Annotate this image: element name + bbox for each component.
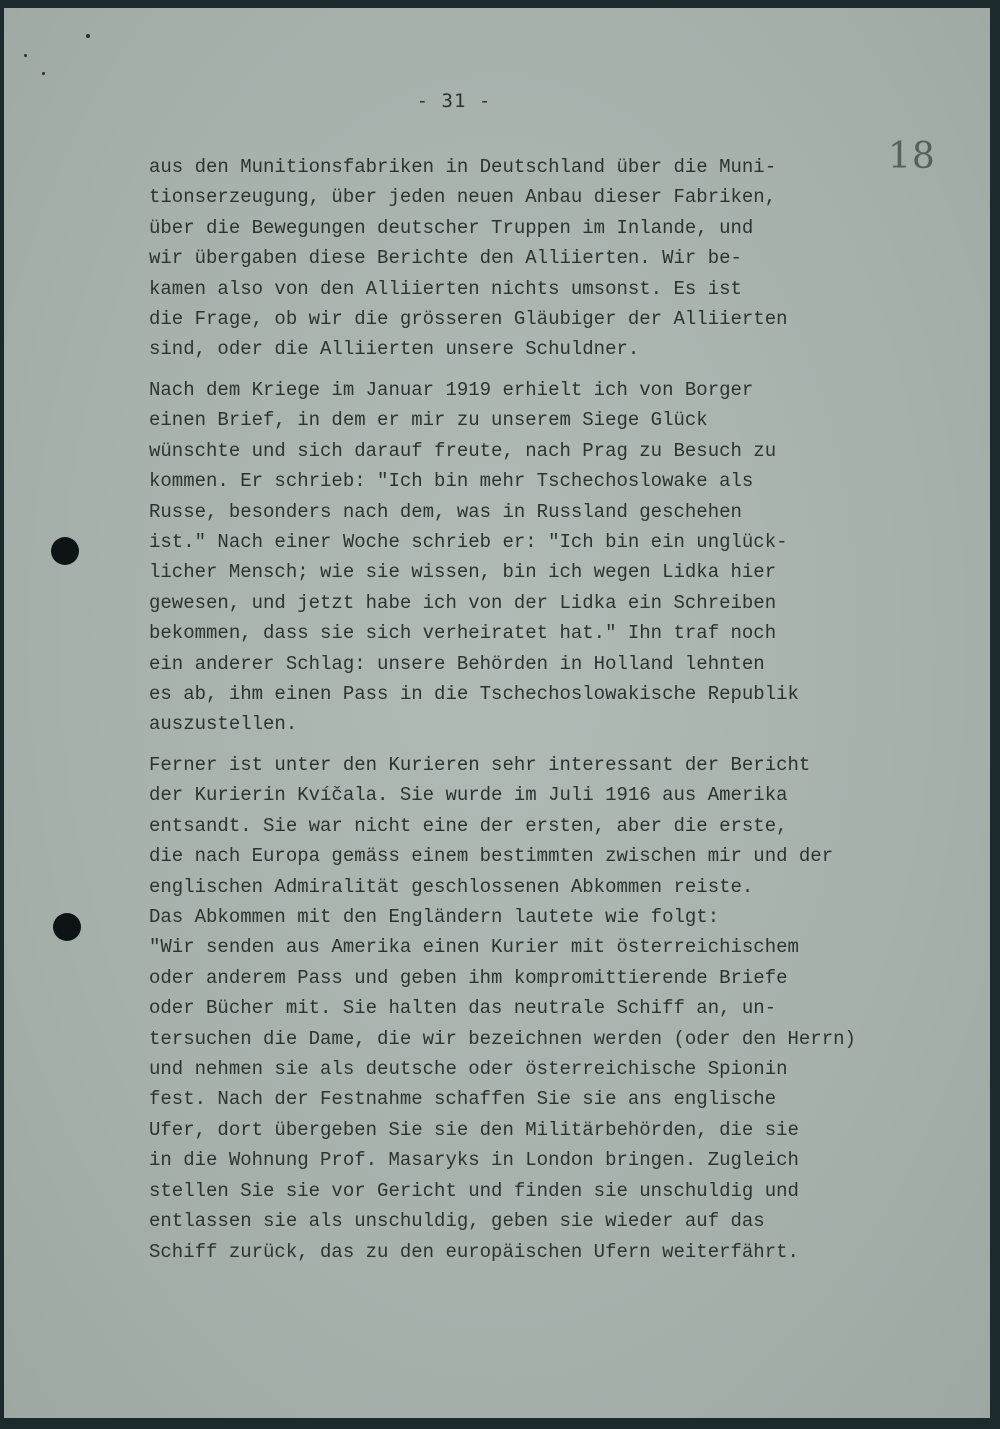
- paragraph-1: [149, 152, 788, 365]
- text-line: fest. Nach der Festnahme schaffen Sie sie ans englische: [149, 1088, 777, 1111]
- text-line: der Kurierin Kvíčala. Sie wurde im Juli 1916 aus Amerika: [149, 784, 788, 807]
- text-line: Ufer, dort übergeben Sie sie den Militärbehörden, die sie: [149, 1118, 799, 1141]
- paragraph-3: [149, 750, 856, 1267]
- paragraph-2: [149, 375, 799, 740]
- ink-speck: [86, 34, 90, 38]
- ink-speck: [24, 54, 27, 57]
- text-line: englischen Admiralität geschlossenen Abkommen reiste.: [149, 875, 754, 898]
- text-line: entlassen sie als unschuldig, geben sie wieder auf das: [149, 1210, 765, 1233]
- text-line: tionserzeugung, über jeden neuen Anbau dieser Fabriken,: [149, 186, 777, 209]
- text-line: die Frage, ob wir die grösseren Gläubiger der Alliierten: [149, 308, 788, 331]
- text-line: Ferner ist unter den Kurieren sehr interessant der Bericht: [149, 754, 811, 776]
- text-line: über die Bewegungen deutscher Truppen im Inlande, und: [149, 216, 754, 239]
- ink-speck: [42, 72, 45, 75]
- text-line: licher Mensch; wie sie wissen, bin ich wegen Lidka hier: [149, 561, 777, 584]
- text-line: Russe, besonders nach dem, was in Russland geschehen: [149, 500, 742, 523]
- text-line: ist." Nach einer Woche schrieb er: "Ich bin ein unglück-: [149, 531, 788, 554]
- text-line: oder anderem Pass und geben ihm kompromittierende Briefe: [149, 966, 788, 989]
- text-line: ein anderer Schlag: unsere Behörden in Holland lehnten: [149, 652, 765, 675]
- text-line: stellen Sie sie vor Gericht und finden sie unschuldig und: [149, 1179, 799, 1202]
- text-line: kamen also von den Alliierten nichts umsonst. Es ist: [149, 277, 742, 300]
- text-line: entsandt. Sie war nicht eine der ersten, aber die erste,: [149, 814, 788, 837]
- text-line: aus den Munitionsfabriken in Deutschland über die Muni-: [149, 156, 777, 178]
- text-line: Schiff zurück, das zu den europäischen Ufern weiterfährt.: [149, 1240, 799, 1263]
- text-line: wir übergaben diese Berichte den Alliierten. Wir be-: [149, 247, 742, 270]
- text-line: auszustellen.: [149, 713, 298, 736]
- punch-hole: [53, 913, 81, 941]
- text-line: es ab, ihm einen Pass in die Tschechoslowakische Republik: [149, 683, 799, 706]
- text-line: bekommen, dass sie sich verheiratet hat." Ihn traf noch: [149, 622, 777, 645]
- text-line: einen Brief, in dem er mir zu unserem Siege Glück: [149, 409, 708, 432]
- folio-number: 18: [888, 136, 936, 177]
- text-line: gewesen, und jetzt habe ich von der Lidka ein Schreiben: [149, 591, 777, 614]
- text-line: "Wir senden aus Amerika einen Kurier mit österreichischem: [149, 936, 799, 959]
- page-number: - 31 -: [416, 90, 492, 112]
- text-line: oder Bücher mit. Sie halten das neutrale Schiff an, un-: [149, 997, 777, 1020]
- text-line: kommen. Er schrieb: "Ich bin mehr Tschechoslowake als: [149, 470, 754, 493]
- text-line: und nehmen sie als deutsche oder österreichische Spionin: [149, 1058, 788, 1081]
- text-line: tersuchen die Dame, die wir bezeichnen werden (oder den Herrn): [149, 1027, 856, 1050]
- text-line: sind, oder die Alliierten unsere Schuldner.: [149, 338, 640, 361]
- text-line: in die Wohnung Prof. Masaryks in London bringen. Zugleich: [149, 1149, 799, 1172]
- text-line: Das Abkommen mit den Engländern lautete wie folgt:: [149, 906, 720, 929]
- text-line: wünschte und sich darauf freute, nach Prag zu Besuch zu: [149, 439, 777, 462]
- punch-hole: [51, 537, 79, 565]
- text-line: die nach Europa gemäss einem bestimmten zwischen mir und der: [149, 845, 834, 868]
- text-line: Nach dem Kriege im Januar 1919 erhielt ich von Borger: [149, 379, 754, 401]
- paper-sheet: [4, 8, 990, 1418]
